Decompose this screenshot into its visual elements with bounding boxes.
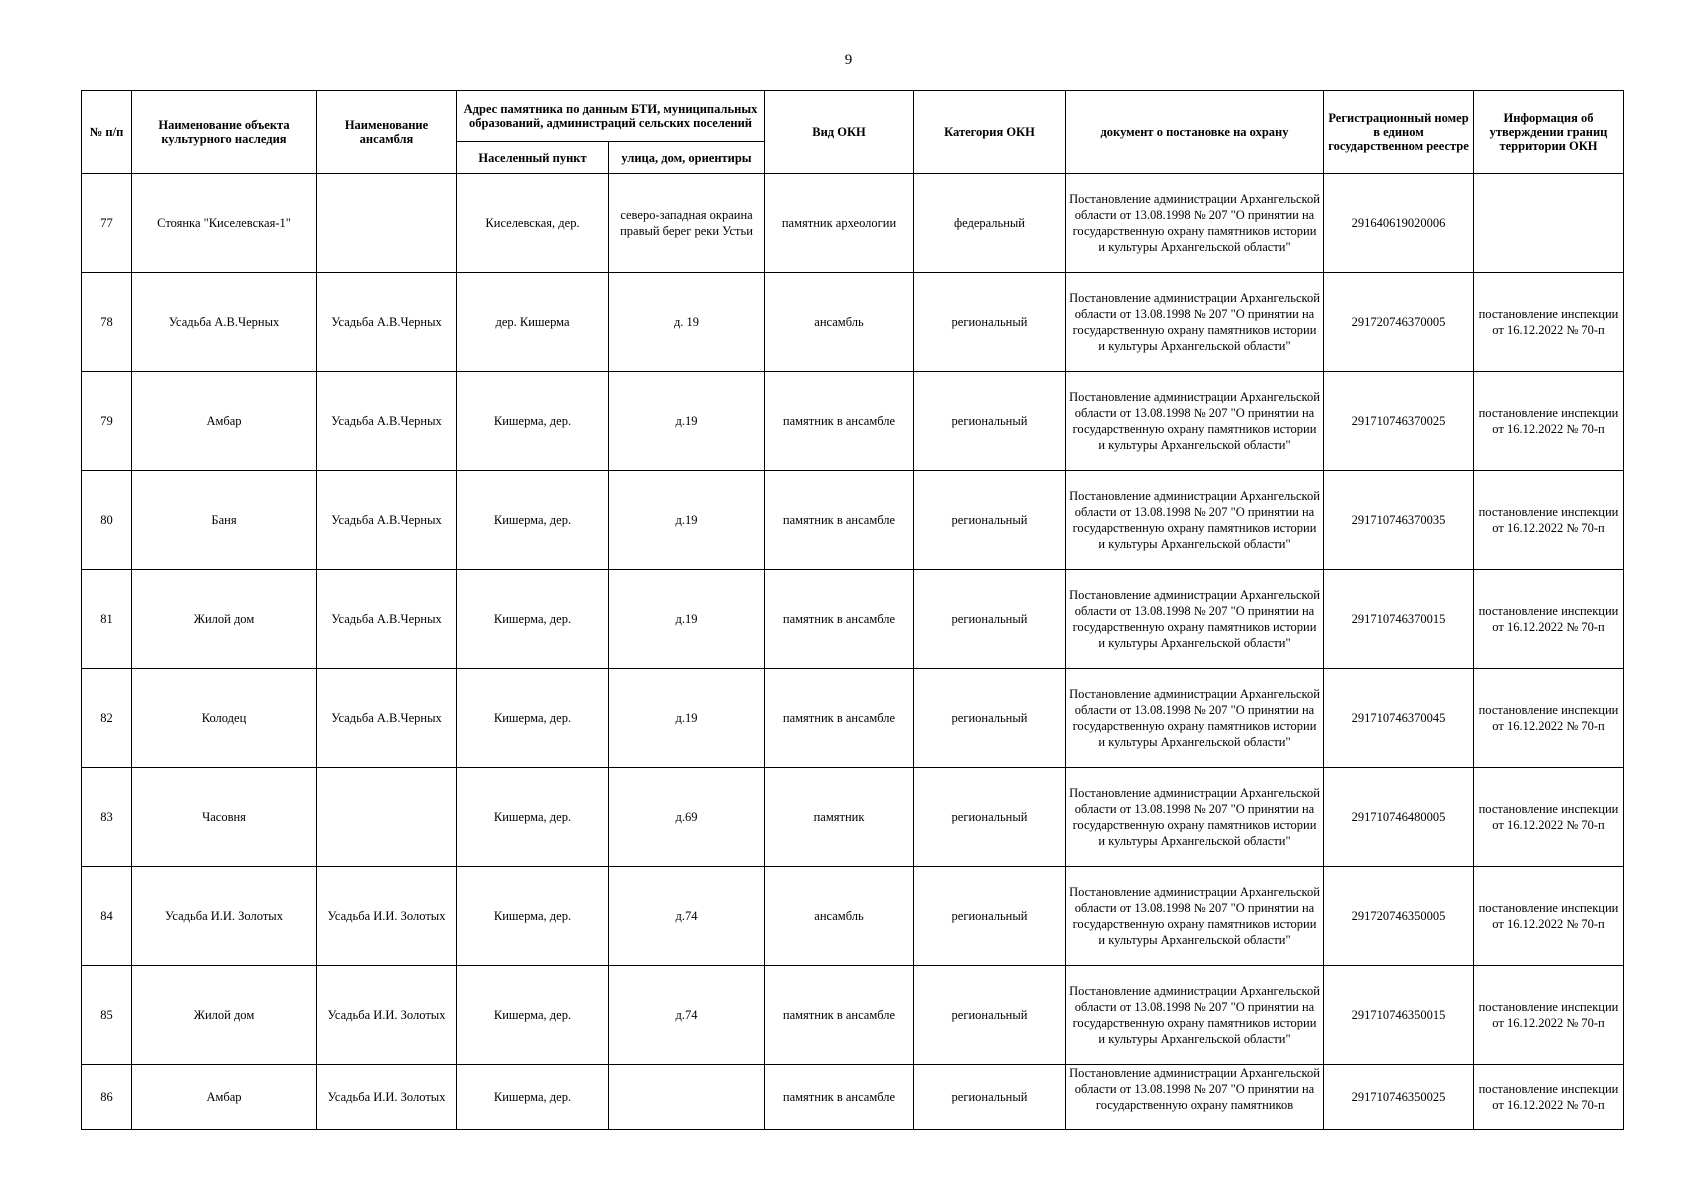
cell-name: Амбар <box>132 1065 317 1130</box>
cell-reg-number: 291710746350015 <box>1324 966 1474 1065</box>
cell-name: Стоянка "Киселевская-1" <box>132 174 317 273</box>
cell-ensemble: Усадьба И.И. Золотых <box>317 966 457 1065</box>
cell-boundaries: постановление инспекции от 16.12.2022 № 70-п <box>1474 273 1624 372</box>
cell-category: региональный <box>914 570 1066 669</box>
cell-settlement: дер. Кишерма <box>457 273 609 372</box>
header-street: улица, дом, ориентиры <box>609 142 765 174</box>
cell-settlement: Киселевская, дер. <box>457 174 609 273</box>
page-number: 9 <box>844 52 853 68</box>
cell-document: Постановление администрации Архангельской области от 13.08.1998 № 207 "О принятии на государственную охрану памятников истории и культуры Архангельской области" <box>1066 372 1324 471</box>
cell-category: региональный <box>914 372 1066 471</box>
cell-category: федеральный <box>914 174 1066 273</box>
header-num: № п/п <box>82 91 132 174</box>
cell-name: Усадьба А.В.Черных <box>132 273 317 372</box>
cell-ensemble <box>317 768 457 867</box>
cell-boundaries: постановление инспекции от 16.12.2022 № 70-п <box>1474 867 1624 966</box>
cell-type: ансамбль <box>765 867 914 966</box>
table-row <box>82 174 1624 273</box>
cell-boundaries: постановление инспекции от 16.12.2022 № 70-п <box>1474 669 1624 768</box>
cell-type: памятник в ансамбле <box>765 669 914 768</box>
cell-street: д.19 <box>609 372 765 471</box>
table-row <box>82 966 1624 1065</box>
cell-reg-number: 291710746480005 <box>1324 768 1474 867</box>
cell-ensemble: Усадьба И.И. Золотых <box>317 1065 457 1130</box>
cell-type: памятник <box>765 768 914 867</box>
cell-type: памятник в ансамбле <box>765 570 914 669</box>
cell-street: д.19 <box>609 669 765 768</box>
cell-street: д.19 <box>609 570 765 669</box>
header-reg-number: Регистрационный номер в едином государственном реестре <box>1324 91 1474 174</box>
cell-name: Жилой дом <box>132 570 317 669</box>
cell-ensemble: Усадьба А.В.Черных <box>317 372 457 471</box>
cell-type: памятник в ансамбле <box>765 372 914 471</box>
cell-name: Баня <box>132 471 317 570</box>
cell-category: региональный <box>914 471 1066 570</box>
table-row <box>82 1065 1624 1130</box>
cell-boundaries: постановление инспекции от 16.12.2022 № 70-п <box>1474 1065 1624 1130</box>
cell-boundaries: постановление инспекции от 16.12.2022 № 70-п <box>1474 372 1624 471</box>
cell-boundaries: постановление инспекции от 16.12.2022 № 70-п <box>1474 768 1624 867</box>
cell-settlement: Кишерма, дер. <box>457 966 609 1065</box>
cell-document: Постановление администрации Архангельской области от 13.08.1998 № 207 "О принятии на государственную охрану памятников истории и культуры Архангельской области" <box>1066 867 1324 966</box>
cell-category: региональный <box>914 966 1066 1065</box>
cell-reg-number: 291710746350025 <box>1324 1065 1474 1130</box>
cell-boundaries: постановление инспекции от 16.12.2022 № 70-п <box>1474 570 1624 669</box>
header-address-group: Адрес памятника по данным БТИ, муниципальных образований, администраций сельских поселений <box>457 91 765 142</box>
cell-category: региональный <box>914 1065 1066 1130</box>
cell-settlement: Кишерма, дер. <box>457 1065 609 1130</box>
table-header <box>82 91 1624 174</box>
header-settlement: Населенный пункт <box>457 142 609 174</box>
cell-name: Амбар <box>132 372 317 471</box>
cell-name: Жилой дом <box>132 966 317 1065</box>
cell-category: региональный <box>914 867 1066 966</box>
cell-reg-number: 291720746370005 <box>1324 273 1474 372</box>
header-type: Вид ОКН <box>765 91 914 174</box>
cell-num: 81 <box>82 570 132 669</box>
cell-document: Постановление администрации Архангельской области от 13.08.1998 № 207 "О принятии на государственную охрану памятников истории и культуры Архангельской области" <box>1066 570 1324 669</box>
cell-document: Постановление администрации Архангельской области от 13.08.1998 № 207 "О принятии на государственную охрану памятников истории и культуры Архангельской области" <box>1066 966 1324 1065</box>
table-row <box>82 669 1624 768</box>
cell-category: региональный <box>914 669 1066 768</box>
cell-num: 80 <box>82 471 132 570</box>
cell-name: Усадьба И.И. Золотых <box>132 867 317 966</box>
cell-reg-number: 291710746370025 <box>1324 372 1474 471</box>
header-category: Категория ОКН <box>914 91 1066 174</box>
cell-document: Постановление администрации Архангельской области от 13.08.1998 № 207 "О принятии на государственную охрану памятников истории и культуры Архангельской области" <box>1066 471 1324 570</box>
cell-num: 78 <box>82 273 132 372</box>
cell-type: памятник в ансамбле <box>765 1065 914 1130</box>
cell-ensemble: Усадьба И.И. Золотых <box>317 867 457 966</box>
cell-street: д.74 <box>609 966 765 1065</box>
cell-boundaries: постановление инспекции от 16.12.2022 № 70-п <box>1474 471 1624 570</box>
cell-num: 77 <box>82 174 132 273</box>
cell-category: региональный <box>914 273 1066 372</box>
cell-type: памятник в ансамбле <box>765 471 914 570</box>
cell-street: д. 19 <box>609 273 765 372</box>
cell-num: 84 <box>82 867 132 966</box>
cell-ensemble: Усадьба А.В.Черных <box>317 273 457 372</box>
table-row <box>82 570 1624 669</box>
cell-settlement: Кишерма, дер. <box>457 471 609 570</box>
cell-boundaries <box>1474 174 1624 273</box>
cell-street: д.69 <box>609 768 765 867</box>
heritage-registry-table <box>81 90 1624 1130</box>
table-row <box>82 867 1624 966</box>
cell-type: памятник в ансамбле <box>765 966 914 1065</box>
table-body <box>82 174 1624 1130</box>
cell-name: Часовня <box>132 768 317 867</box>
table-row <box>82 273 1624 372</box>
table-row <box>82 372 1624 471</box>
cell-num: 83 <box>82 768 132 867</box>
cell-reg-number: 291710746370045 <box>1324 669 1474 768</box>
cell-settlement: Кишерма, дер. <box>457 768 609 867</box>
header-name: Наименование объекта культурного наследия <box>132 91 317 174</box>
header-ensemble: Наименование ансамбля <box>317 91 457 174</box>
cell-reg-number: 291710746370035 <box>1324 471 1474 570</box>
cell-settlement: Кишерма, дер. <box>457 867 609 966</box>
cell-document: Постановление администрации Архангельской области от 13.08.1998 № 207 "О принятии на государственную охрану памятников истории и культуры Архангельской области" <box>1066 669 1324 768</box>
cell-settlement: Кишерма, дер. <box>457 570 609 669</box>
cell-street <box>609 1065 765 1130</box>
cell-boundaries: постановление инспекции от 16.12.2022 № 70-п <box>1474 966 1624 1065</box>
cell-reg-number: 291710746370015 <box>1324 570 1474 669</box>
table-row <box>82 471 1624 570</box>
cell-ensemble <box>317 174 457 273</box>
cell-settlement: Кишерма, дер. <box>457 372 609 471</box>
cell-name: Колодец <box>132 669 317 768</box>
cell-ensemble: Усадьба А.В.Черных <box>317 570 457 669</box>
cell-num: 85 <box>82 966 132 1065</box>
header-boundaries: Информация об утверждении границ территории ОКН <box>1474 91 1624 174</box>
cell-num: 79 <box>82 372 132 471</box>
cell-document: Постановление администрации Архангельской области от 13.08.1998 № 207 "О принятии на государственную охрану памятников истории и культуры Архангельской области" <box>1066 768 1324 867</box>
table-row <box>82 768 1624 867</box>
cell-num: 86 <box>82 1065 132 1130</box>
cell-type: ансамбль <box>765 273 914 372</box>
cell-ensemble: Усадьба А.В.Черных <box>317 471 457 570</box>
cell-num: 82 <box>82 669 132 768</box>
cell-reg-number: 291640619020006 <box>1324 174 1474 273</box>
cell-street: д.74 <box>609 867 765 966</box>
cell-document: Постановление администрации Архангельской области от 13.08.1998 № 207 "О принятии на государственную охрану памятников истории и культуры Архангельской области" <box>1066 174 1324 273</box>
cell-street: северо-западная окраина правый берег реки Устьи <box>609 174 765 273</box>
cell-document: Постановление администрации Архангельской области от 13.08.1998 № 207 "О принятии на государственную охрану памятников истории и культуры Архангельской области" <box>1066 273 1324 372</box>
cell-document: Постановление администрации Архангельской области от 13.08.1998 № 207 "О принятии на государственную охрану памятников <box>1066 1065 1324 1130</box>
cell-street: д.19 <box>609 471 765 570</box>
cell-type: памятник археологии <box>765 174 914 273</box>
cell-category: региональный <box>914 768 1066 867</box>
cell-ensemble: Усадьба А.В.Черных <box>317 669 457 768</box>
cell-reg-number: 291720746350005 <box>1324 867 1474 966</box>
cell-settlement: Кишерма, дер. <box>457 669 609 768</box>
header-document: документ о постановке на охрану <box>1066 91 1324 174</box>
